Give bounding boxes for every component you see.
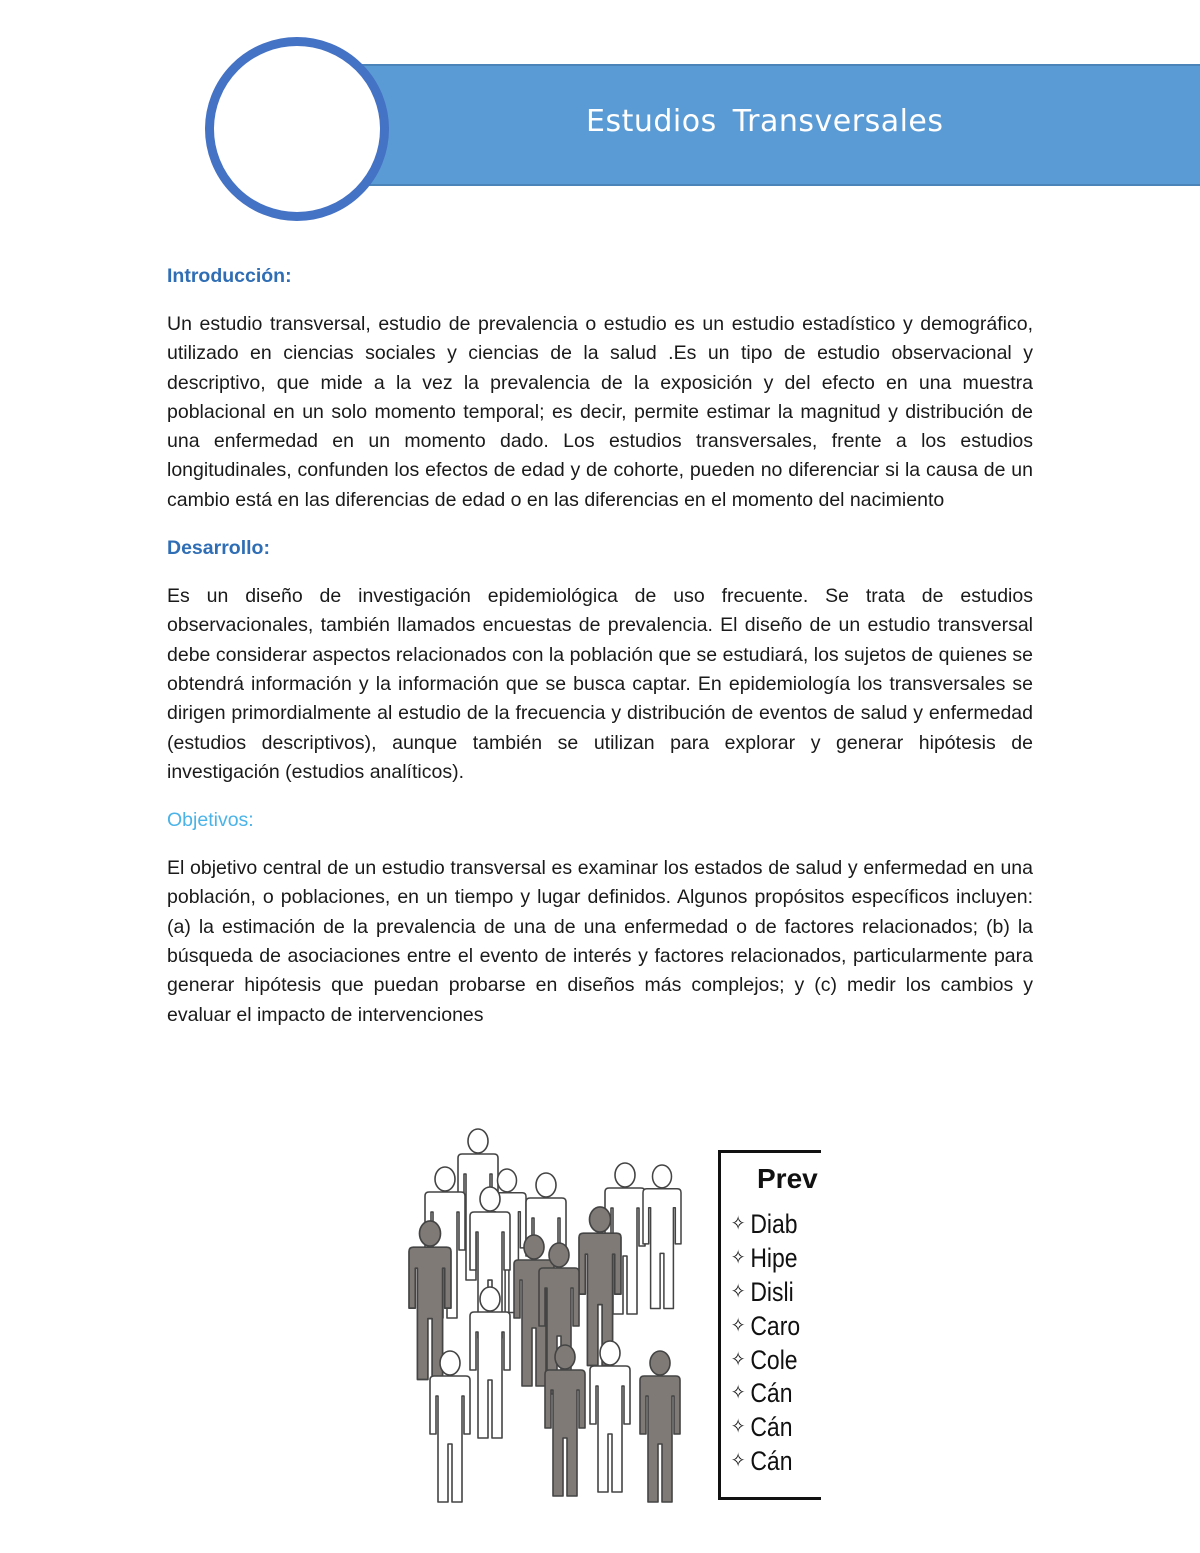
legend-item-label: Diab	[750, 1209, 798, 1239]
legend-item-label: Cole	[750, 1345, 798, 1375]
decorative-circle	[205, 37, 389, 221]
legend-item	[731, 1412, 792, 1443]
intro-paragraph: Un estudio transversal, estudio de prevalencia o estudio es un estudio estadístico y demográfico, utilizado en ciencias sociales y ciencias de la salud .Es un tipo de estudio observacional y descriptivo, que mide a la vez la prevalencia de la exposición y del efecto en una muestra poblacional en un solo momento temporal; es decir, permite estimar la magnitud y distribución de una enfermedad en un momento dado. Los estudios transversales, frente a los estudios longitudinales, confunden los efectos de edad y de cohorte, pueden no diferenciar si la causa de un cambio está en las diferencias de edad o en las diferencias en el momento del nacimiento	[167, 313, 1033, 511]
legend-item-label: Caro	[750, 1311, 801, 1341]
sparkle-bullet-icon: ✧	[731, 1349, 746, 1371]
sparkle-bullet-icon: ✧	[731, 1247, 746, 1269]
legend-item-label: Cán	[750, 1412, 793, 1442]
sparkle-bullet-icon: ✧	[731, 1315, 746, 1337]
legend-item	[731, 1311, 800, 1342]
legend-item-label: Cán	[750, 1446, 793, 1476]
desarrollo-heading: Desarrollo:	[167, 537, 270, 560]
sparkle-bullet-icon: ✧	[731, 1281, 746, 1303]
sparkle-bullet-icon: ✧	[731, 1450, 746, 1472]
intro-heading: Introducción:	[167, 265, 292, 287]
legend-item	[731, 1243, 798, 1274]
legend-item-label: Hipe	[750, 1243, 798, 1273]
objetivos-paragraph: El objetivo central de un estudio transversal es examinar los estados de salud y enfermedad en una población, o poblaciones, en un tiempo y lugar definidos. Algunos propósitos específicos incluyen: (a) la estimación de la prevalencia de una de una enfermedad o de factores relacionados; (b) la búsqueda de asociaciones entre el evento de interés y factores relacionados, particularmente para generar hipótesis que puedan probarse en diseños más complejos; y (c) medir los cambios y evaluar el impacto de intervenciones	[167, 857, 1033, 1026]
legend-item	[731, 1209, 798, 1240]
prevalence-figure	[400, 1124, 818, 1520]
legend-item-label: Disli	[750, 1277, 794, 1307]
sparkle-bullet-icon: ✧	[731, 1416, 746, 1438]
person-light-icon	[643, 1165, 681, 1308]
document-body	[167, 262, 1033, 1030]
person-dark-icon	[640, 1351, 680, 1502]
objetivos-heading: Objetivos:	[167, 809, 254, 832]
legend-item	[731, 1345, 798, 1376]
legend-item	[731, 1277, 794, 1308]
legend-item	[731, 1446, 792, 1477]
sparkle-bullet-icon: ✧	[731, 1382, 746, 1404]
page-title: Estudios Transversales	[586, 104, 944, 139]
sparkle-bullet-icon: ✧	[731, 1213, 746, 1235]
legend-title: Prev	[757, 1163, 818, 1194]
desarrollo-paragraph: Es un diseño de investigación epidemiológica de uso frecuente. Se trata de estudios observacionales, también llamados encuestas de prevalencia. El diseño de un estudio transversal debe considerar aspectos relacionados con la población que se estudiará, los sujetos de quienes se obtendrá información y la información que se busca captar. En epidemiología los transversales se dirigen primordialmente al estudio de la frecuencia y distribución de eventos de salud y enfermedad (estudios descriptivos), aunque también se utilizan para explorar y generar hipótesis de investigación (estudios analíticos).	[167, 585, 1033, 783]
population-illustration	[400, 1124, 730, 1520]
legend-item	[731, 1378, 792, 1409]
legend-item-label: Cán	[750, 1378, 793, 1408]
prevalence-legend	[718, 1150, 821, 1500]
title-banner	[356, 64, 1200, 186]
